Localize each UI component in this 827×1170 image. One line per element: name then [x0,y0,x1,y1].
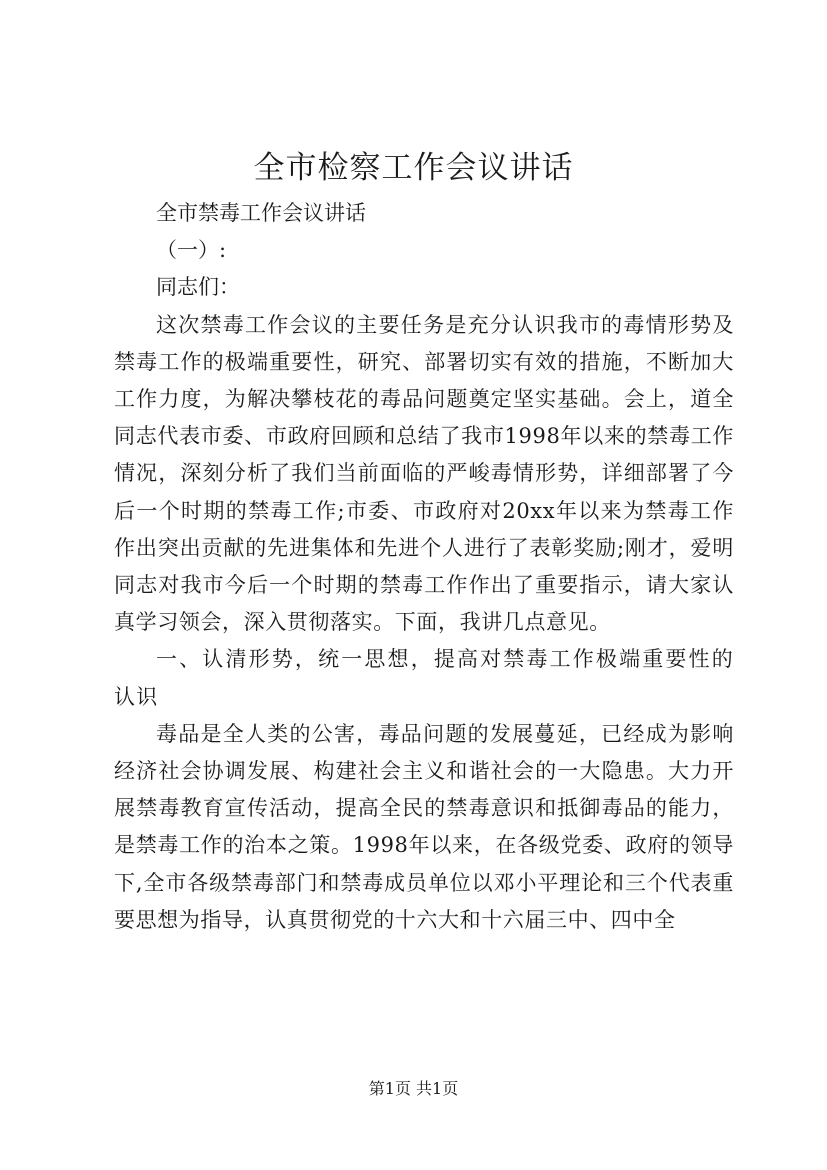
body-paragraph-drugs: 毒品是全人类的公害，毒品问题的发展蔓延，已经成为影响经济社会协调发展、构建社会主义和谐社会的一大隐患。大力开展禁毒教育宣传活动，提高全民的禁毒意识和抵御毒品的能力，是禁毒工作的治本之策。1998年以来，在各级党委、政府的领导下,全市各级禁毒部门和禁毒成员单位以邓小平理论和三个代表重要思想为指导，认真贯彻党的十六大和十六届三中、四中全 [114,721,734,932]
salutation-paragraph: 同志们： [156,275,240,300]
section-number-paragraph: （一）: [156,238,227,263]
document-title: 全市检察工作会议讲话 [253,150,574,186]
document-body [114,195,734,939]
body-paragraph-intro: 这次禁毒工作会议的主要任务是充分认识我市的毒情形势及禁毒工作的极端重要性，研究、部署切实有效的措施，不断加大工作力度，为解决攀枝花的毒品问题奠定坚实基础。会上，道全同志代表市委、市政府回顾和总结了我市1998年以来的禁毒工作情况，深刻分析了我们当前面临的严峻毒情形势，详细部署了今后一个时期的禁毒工作;市委、市政府对20xx年以来为禁毒工作作出突出贡献的先进集体和先进个人进行了表彰奖励;刚才，爱明同志对我市今后一个时期的禁毒工作作出了重要指示，请大家认真学习领会，深入贯彻落实。下面，我讲几点意见。 [114,312,734,635]
section-heading-paragraph: 一、认清形势，统一思想，提高对禁毒工作极端重要性的认识 [114,647,734,709]
page-footer: 第1页 共1页 [368,1079,459,1098]
subtitle-paragraph: 全市禁毒工作会议讲话 [156,201,366,225]
